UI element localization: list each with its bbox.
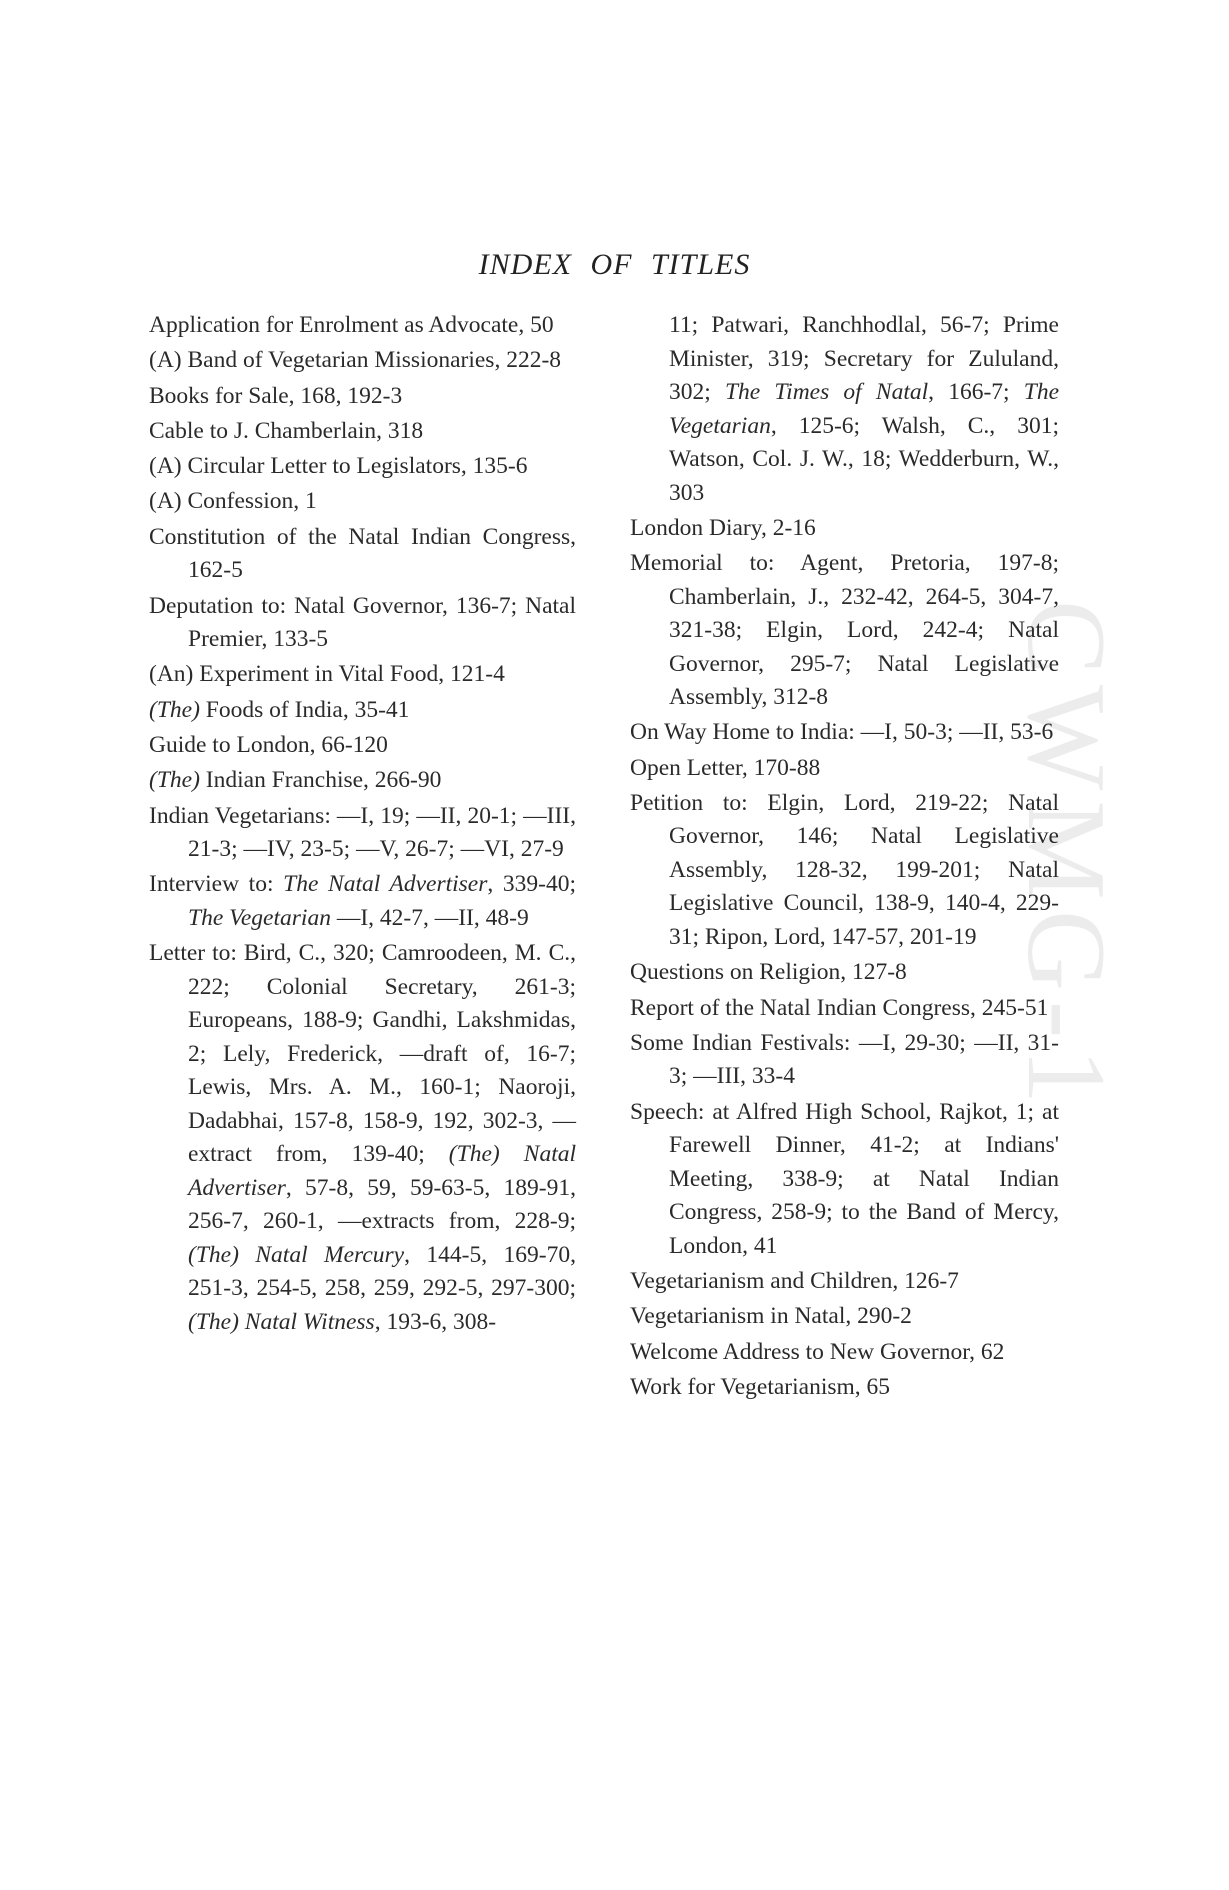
index-entry: Indian Vegetarians: —I, 19; —II, 20-1; —III, 21-3; —IV, 23-5; —V, 26-7; —VI, 27-9 [149,802,576,863]
index-entry: Deputation to: Natal Governor, 136-7; Natal Premier, 133-5 [149,592,576,653]
index-entry: Welcome Address to New Governor, 62 [630,1338,1005,1365]
index-entry: (An) Experiment in Vital Food, 121-4 [149,661,505,688]
index-entry: Vegetarianism and Children, 126-7 [630,1267,959,1294]
index-entry: Speech: at Alfred High School, Rajkot, 1; at Farewell Dinner, 41-2; at Indians' Meeting, 338-9; at Natal Indian Congress, 258-9; to the Band of Mercy, London, 41 [630,1098,1059,1259]
index-entry: (A) Band of Vegetarian Missionaries, 222-8 [149,347,562,374]
index-entry: Books for Sale, 168, 192-3 [149,382,403,409]
index-entry: Open Letter, 170-88 [630,754,821,781]
index-entry: Vegetarianism in Natal, 290-2 [630,1303,912,1330]
watermark-text: CWMG-1 [1004,600,1128,1115]
index-entry: (A) Confession, 1 [149,488,317,515]
index-entry-continued: 11; Patwari, Ranchhodlal, 56-7; Prime Minister, 319; Secretary for Zululand, 302; The Times of Natal, 166-7; The Vegetarian, 125-6; Walsh, C., 301; Watson, Col. J. W., 18; Wedderburn, W., 303 [669,312,1059,506]
index-entry: Report of the Natal Indian Congress, 245-51 [630,994,1049,1021]
index-entry: Some Indian Festivals: —I, 29-30; —II, 31-3; —III, 33-4 [630,1029,1059,1090]
index-entry: Letter to: Bird, C., 320; Camroodeen, M. C., 222; Colonial Secretary, 261-3; Europeans, 188-9; Gandhi, Lakshmidas, 2; Lely, Frederick, —draft of, 16-7; Lewis, Mrs. A. M., 160-1; Naoroji, Dadabhai, 157-8, 158-9, 192, 302-3, —extract from, 139-40; (The) Natal Advertiser, 57-8, 59, 59-63-5, 189-91, 256-7, 260-1, —extracts from, 228-9; (The) Natal Mercury, 144-5, 169-70, 251-3, 254-5, 258, 259, 292-5, 297-300; (The) Natal Witness, 193-6, 308- [149,940,577,1335]
index-entry: (The) Foods of India, 35-41 [149,696,410,723]
index-entry: Work for Vegetarianism, 65 [630,1373,891,1400]
index-entry: Cable to J. Chamberlain, 318 [149,417,424,444]
page-title: INDEX OF TITLES [478,248,751,281]
index-entry: Interview to: The Natal Advertiser, 339-40; The Vegetarian —I, 42-7, —II, 48-9 [149,871,576,931]
right-column [630,309,1059,1406]
index-entry: (A) Circular Letter to Legislators, 135-6 [149,453,528,480]
index-entry: (The) Indian Franchise, 266-90 [149,767,442,794]
index-entry: Petition to: Elgin, Lord, 219-22; Natal Governor, 146; Natal Legislative Assembly, 128-32, 199-201; Natal Legislative Council, 138-9, 140-4, 229-31; Ripon, Lord, 147-57, 201-19 [630,789,1059,950]
index-entry: Memorial to: Agent, Pretoria, 197-8; Chamberlain, J., 232-42, 264-5, 304-7, 321-38; Elgin, Lord, 242-4; Natal Governor, 295-7; Natal Legislative Assembly, 312-8 [630,550,1059,711]
index-entry: Constitution of the Natal Indian Congress, 162-5 [149,523,576,584]
index-entry: Application for Enrolment as Advocate, 50 [149,312,554,338]
index-entry: Guide to London, 66-120 [149,731,388,758]
left-column [149,309,576,1341]
index-entry: London Diary, 2-16 [630,514,816,541]
index-entry: On Way Home to India: —I, 50-3; —II, 53-6 [630,719,1054,746]
index-entry: Questions on Religion, 127-8 [630,959,907,986]
